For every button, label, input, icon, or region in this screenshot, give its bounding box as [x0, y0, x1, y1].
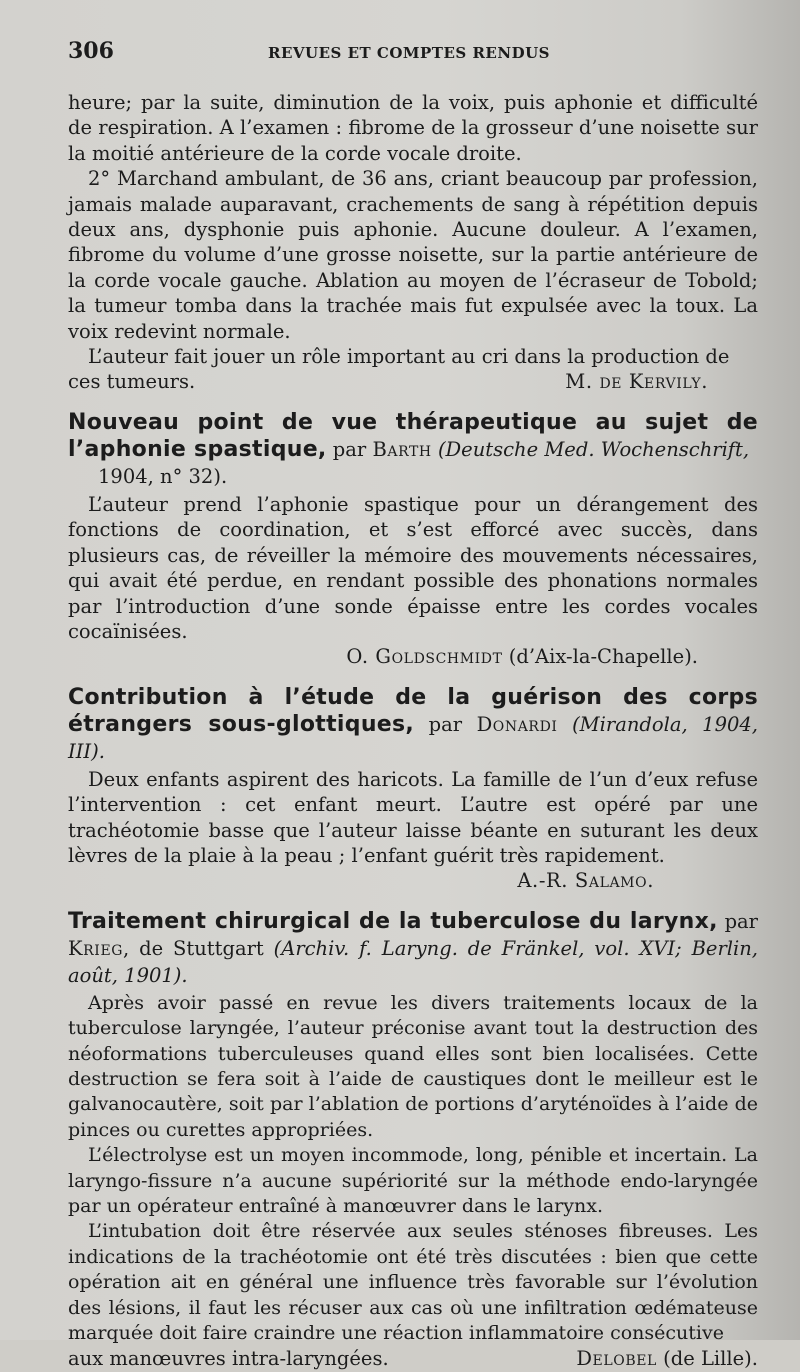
article-heading	[68, 684, 758, 765]
heading-by: par	[332, 437, 367, 461]
reviewer-signature	[576, 1346, 758, 1371]
paragraph-end-with-signature	[68, 369, 758, 394]
paragraph-tail: aux manœuvres intra-laryngées.	[68, 1347, 389, 1371]
reviewed-author: Krieg	[68, 936, 124, 960]
source-citation-tail: 1904, n° 32).	[98, 464, 228, 488]
paragraph: 2° Marchand ambulant, de 36 ans, criant beaucoup par profession, jamais malade auparavant, crachements de sang à répétition depuis deux ans, dysphonie puis aphonie. Aucune douleur. A l’examen, fibrome du volume d’une grosse noisette, sur la partie antérieure de la corde vocale gauche. Ablation au moyen de l’écraseur de Tobold; la tumeur tomba dans la trachée mais fut expulsée avec la toux. La voix redevint normale.	[68, 167, 758, 343]
heading-by: par	[428, 712, 463, 736]
reviewer-place: (de Lille).	[663, 1347, 758, 1371]
page-header	[68, 38, 758, 68]
article-tuberculose-larynx	[68, 908, 758, 1372]
source-citation: (Deutsche Med. Wochenschrift,	[437, 437, 750, 461]
paragraph: L’intubation doit être réservée aux seules sténoses fibreuses. Les indications de la trachéotomie ont été très discutées : bien que cette opération ait en général une influence très favorable sur l’évolution des lésions, il faut les récuser aux cas où une infiltration œdémateuse marquée doit faire craindre une réaction inflammatoire consécutive	[68, 1220, 758, 1345]
paragraph: L’auteur prend l’aphonie spastique pour un dérangement des fonctions de coordination, et s’est efforcé avec succès, dans plusieurs cas, de réveiller la mémoire des mouvements nécessaires, qui avait été perdue, en rendant possible des phonations normales par l’introduction d’une sonde épaisse entre les cordes vocales cocaïnisées.	[68, 492, 758, 643]
reviewed-author: Barth	[372, 437, 432, 461]
article-heading	[68, 908, 758, 989]
page-number: 306	[68, 38, 114, 64]
reviewer-name: O. Goldschmidt	[346, 645, 503, 669]
running-title: REVUES ET COMPTES RENDUS	[268, 44, 550, 62]
paragraph: heure; par la suite, diminution de la voix, puis aphonie et difficulté de respiration. A l’examen : fibrome de la grosseur d’une noisette sur la moitié antérieure de la corde vocale droite.	[68, 91, 758, 165]
author-signature: M. de Kervily.	[565, 370, 708, 394]
paragraph: Deux enfants aspirent des haricots. La famille de l’un d’eux refuse l’intervention : cet enfant meurt. L’autre est opéré par une trachéotomie basse que l’auteur laisse béante en suturant les deux lèvres de la plaie à la peau ; l’enfant guérit très rapidement.	[68, 767, 758, 867]
page-content	[68, 38, 758, 1372]
paragraph: L’électrolyse est un moyen incommode, long, pénible et incertain. La laryngo-fissure n’a aucune supériorité sur la méthode endo-laryngée par un opérateur entraîné à manœuvrer dans le larynx.	[68, 1144, 758, 1217]
author-place: , de Stuttgart	[123, 936, 264, 960]
article-aphonie-spastique	[68, 409, 758, 670]
heading-by: par	[724, 909, 758, 933]
source-citation: (Mirandola, 1904, III).	[68, 712, 759, 763]
paragraph: Après avoir passé en revue les divers traitements locaux de la tuberculose laryngée, l’auteur préconise avant tout la destruction des néoformations tuberculeuses quand elles sont bien localisées. Cette destruction se fera soit à l’aide de caustiques dont le meilleur est le galvanocautère, soit par l’ablation de portions d’aryténoïdes à l’aide de pinces ou curettes appropriées.	[68, 991, 758, 1141]
reviewer-name: Delobel	[576, 1347, 657, 1371]
article-title: Nouveau point de vue thérapeutique au sujet de l’aphonie spastique,	[68, 409, 758, 462]
reviewer-signature: A.-R. Salamo.	[517, 869, 654, 893]
source-citation: (Archiv. f. Laryng. de Fränkel, vol. XVI; Berlin, août, 1901).	[68, 936, 759, 987]
reviewed-author: Donardi	[476, 712, 558, 736]
paragraph: L’auteur fait jouer un rôle important au cri dans la production de	[88, 345, 730, 369]
article-heading	[68, 409, 758, 490]
paragraph-end-with-signature	[68, 1346, 758, 1371]
article-continued	[68, 90, 758, 395]
article-title: Traitement chirurgical de la tuberculose du larynx,	[68, 908, 718, 934]
reviewer-signature	[68, 644, 758, 669]
paragraph-tail: ces tumeurs.	[68, 370, 196, 394]
article-title: Contribution à l’étude de la guérison des corps étrangers sous-glottiques,	[68, 684, 758, 737]
reviewer-place: (d’Aix-la-Chapelle).	[508, 645, 698, 669]
article-corps-etrangers	[68, 684, 758, 894]
